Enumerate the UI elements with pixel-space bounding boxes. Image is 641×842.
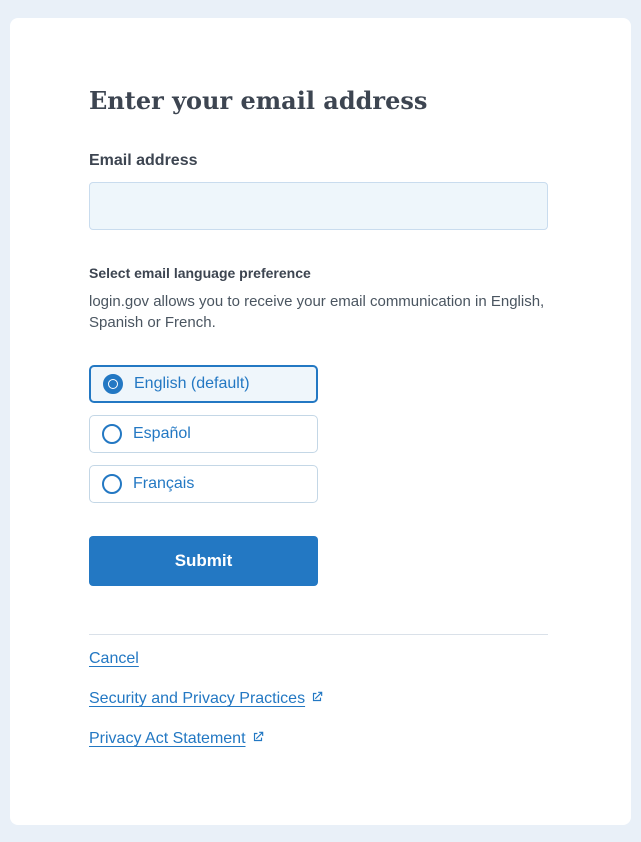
language-option-espanol[interactable]: [89, 415, 318, 453]
external-link-icon: [310, 690, 324, 704]
privacy-act-statement-link[interactable]: Privacy Act Statement: [89, 730, 246, 747]
language-option-label: Français: [133, 475, 195, 492]
footer-link-row: [89, 650, 548, 668]
language-option-english[interactable]: [89, 365, 318, 403]
radio-checked-icon: [103, 374, 123, 394]
page-title: Enter your email address: [89, 86, 428, 115]
email-field-label: Email address: [89, 152, 198, 169]
security-privacy-practices-link[interactable]: Security and Privacy Practices: [89, 690, 306, 707]
language-option-label: Español: [133, 425, 191, 442]
language-preference-description: login.gov allows you to receive your email communication in English, Spanish or French.: [89, 293, 545, 331]
submit-button[interactable]: Submit: [89, 536, 318, 586]
footer-divider: [89, 634, 548, 635]
language-option-francais[interactable]: [89, 465, 318, 503]
language-option-label: English (default): [134, 375, 250, 392]
footer-link-row: [89, 730, 548, 748]
radio-unchecked-icon: [102, 474, 122, 494]
footer-link-row: [89, 690, 548, 708]
language-preference-legend: Select email language preference: [89, 265, 311, 281]
email-form-card: [10, 18, 631, 825]
radio-unchecked-icon: [102, 424, 122, 444]
cancel-link[interactable]: Cancel: [89, 650, 139, 667]
email-input[interactable]: [89, 182, 548, 230]
external-link-icon: [251, 730, 265, 744]
